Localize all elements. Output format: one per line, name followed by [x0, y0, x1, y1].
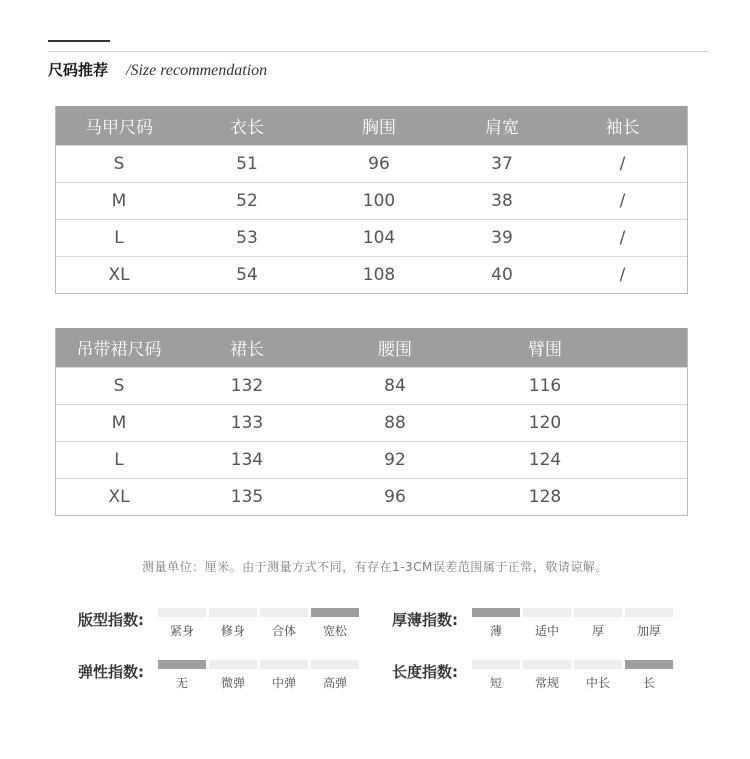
index-bar: [523, 660, 571, 669]
vest-col-length: 衣长: [230, 118, 264, 138]
heading-accent-line: [48, 40, 110, 42]
dress-col-waist: 腰围: [378, 340, 412, 360]
option-label: 微弹: [220, 676, 245, 690]
table-row: [56, 404, 687, 441]
table-cell: M: [111, 191, 127, 211]
thickness-option: [574, 608, 622, 639]
option-label: 短: [489, 676, 502, 690]
table-cell: 53: [236, 228, 258, 248]
table-cell: 104: [362, 228, 396, 248]
elasticity-index: [78, 660, 362, 691]
elasticity-option: [260, 660, 308, 691]
length-option: [574, 660, 622, 691]
heading-en: /Size recommendation: [126, 62, 268, 79]
vest-col-shoulder: 肩宽: [485, 118, 519, 138]
fit-option: [158, 608, 206, 639]
table-cell: 116: [528, 376, 562, 396]
table-cell: 96: [368, 154, 390, 174]
table-cell: 84: [384, 376, 406, 396]
table-cell: 108: [362, 265, 396, 285]
length-option: [472, 660, 520, 691]
table-cell: S: [113, 154, 125, 174]
table-cell: 133: [230, 413, 264, 433]
index-bar: [209, 660, 257, 669]
length-option: [625, 660, 673, 691]
table-row: [56, 256, 687, 293]
heading-divider: [48, 51, 709, 52]
elasticity-option: [209, 660, 257, 691]
length-index: [392, 660, 676, 691]
thickness-index: [392, 608, 676, 639]
option-label: 薄: [489, 624, 502, 638]
option-label: 紧身: [169, 624, 194, 638]
length-option: [523, 660, 571, 691]
thickness-option: [625, 608, 673, 639]
index-bar: [209, 608, 257, 617]
table-cell: L: [114, 228, 124, 248]
option-label: 宽松: [322, 624, 347, 638]
length-index-label: 长度指数:: [392, 663, 458, 681]
index-bar-selected: [625, 660, 673, 669]
table-row: [56, 219, 687, 256]
table-cell: 51: [236, 154, 258, 174]
vest-table-header: [56, 106, 687, 145]
section-heading: [48, 59, 267, 81]
table-cell: /: [619, 265, 626, 285]
heading-zh: 尺码推荐: [48, 61, 109, 79]
index-bar: [260, 608, 308, 617]
option-label: 无: [175, 676, 188, 690]
table-cell: 134: [230, 450, 264, 470]
vest-col-chest: 胸围: [362, 118, 396, 138]
table-cell: 132: [230, 376, 264, 396]
elasticity-option: [158, 660, 206, 691]
option-label: 长: [642, 676, 655, 690]
index-bar: [260, 660, 308, 669]
fit-index: [78, 608, 362, 639]
fit-index-label: 版型指数:: [78, 611, 144, 629]
option-label: 修身: [220, 624, 245, 638]
table-cell: /: [619, 154, 626, 174]
thickness-index-label: 厚薄指数:: [392, 611, 458, 629]
table-cell: 39: [491, 228, 513, 248]
dress-col-length: 裙长: [230, 340, 264, 360]
table-cell: 54: [236, 265, 258, 285]
table-cell: S: [113, 376, 125, 396]
dress-table-header: [56, 328, 687, 367]
option-label: 常规: [534, 676, 559, 690]
index-bar-selected: [158, 660, 206, 669]
table-cell: 100: [362, 191, 396, 211]
option-label: 加厚: [636, 624, 661, 638]
index-bar: [472, 660, 520, 669]
table-cell: 135: [230, 487, 264, 507]
option-label: 厚: [591, 624, 604, 638]
table-cell: /: [619, 191, 626, 211]
fit-option: [311, 608, 359, 639]
index-bar: [625, 608, 673, 617]
fit-option: [209, 608, 257, 639]
table-cell: XL: [108, 265, 130, 285]
elasticity-index-label: 弹性指数:: [78, 663, 144, 681]
vest-col-size: 马甲尺码: [85, 118, 153, 138]
elasticity-option: [311, 660, 359, 691]
table-row: [56, 441, 687, 478]
table-cell: M: [111, 413, 127, 433]
table-row: [56, 182, 687, 219]
option-label: 高弹: [322, 676, 347, 690]
table-cell: 124: [528, 450, 562, 470]
option-label: 中长: [585, 676, 610, 690]
index-bar: [311, 660, 359, 669]
table-cell: 40: [491, 265, 513, 285]
dress-col-arm: 臂围: [528, 340, 562, 360]
table-cell: L: [114, 450, 124, 470]
table-cell: 96: [384, 487, 406, 507]
option-label: 中弹: [271, 676, 296, 690]
table-cell: 88: [384, 413, 406, 433]
option-label: 合体: [271, 624, 296, 638]
table-cell: 37: [491, 154, 513, 174]
table-row: [56, 367, 687, 404]
table-cell: 38: [491, 191, 513, 211]
index-bar: [574, 608, 622, 617]
index-bar-selected: [311, 608, 359, 617]
table-cell: XL: [108, 487, 130, 507]
dress-size-table: [55, 328, 688, 516]
table-row: [56, 145, 687, 182]
table-cell: /: [619, 228, 626, 248]
thickness-option: [472, 608, 520, 639]
vest-col-sleeve: 袖长: [605, 118, 640, 138]
table-cell: 52: [236, 191, 258, 211]
index-bar-selected: [472, 608, 520, 617]
index-bar: [158, 608, 206, 617]
table-row: [56, 478, 687, 515]
thickness-option: [523, 608, 571, 639]
table-cell: 120: [528, 413, 562, 433]
table-cell: 128: [528, 487, 562, 507]
index-bar: [574, 660, 622, 669]
vest-size-table: [55, 106, 688, 294]
fit-option: [260, 608, 308, 639]
option-label: 适中: [534, 624, 559, 638]
measurement-note: 测量单位：厘米。由于测量方式不同，有存在1-3CM误差范围属于正常，敬请谅解。: [142, 560, 608, 574]
dress-col-size: 吊带裙尺码: [76, 340, 162, 360]
index-bar: [523, 608, 571, 617]
table-cell: 92: [384, 450, 406, 470]
